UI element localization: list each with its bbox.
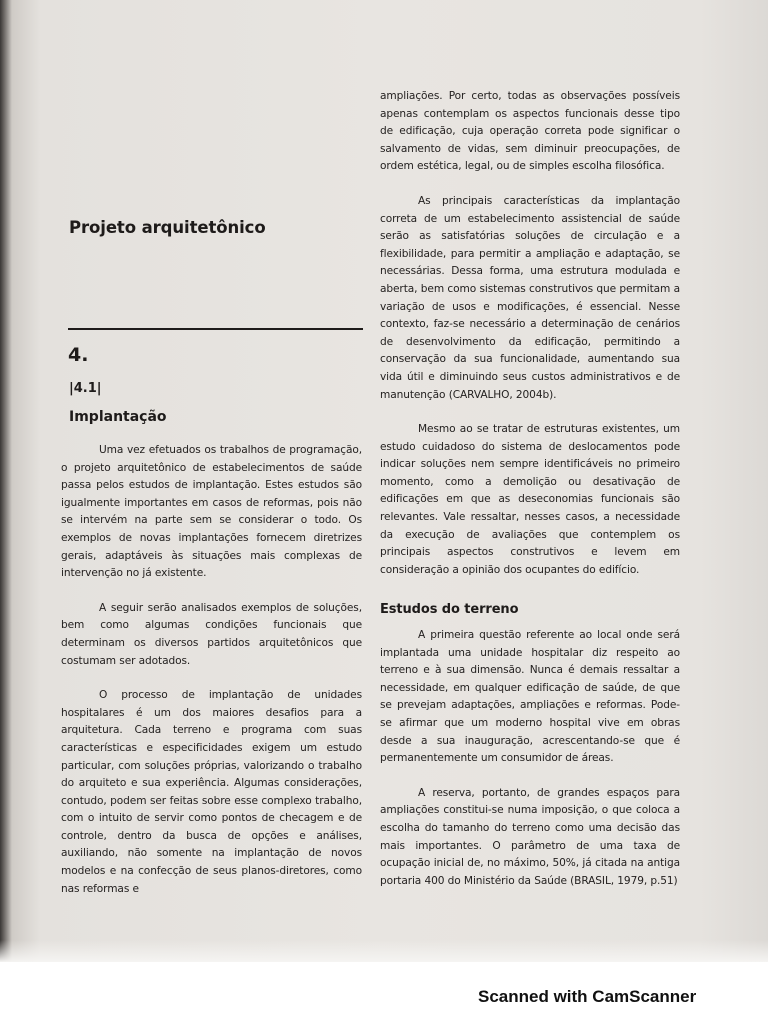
paragraph: O processo de implantação de unidades hospitalares é um dos maiores desafios para a arquitetura. Cada terreno e programa com suas características e especificidades exigem um estudo particular, com soluções próprias, valorizando o trabalho do arquiteto e sua experiência. Algumas considerações, contudo, podem ser feitas sobre esse complexo trabalho, com o intuito de servir como pontos de checagem e de controle, dentro da busca de opções e análises, auxiliando, não somente na implantação de novos modelos e na confecção de seus planos-diretores, como nas reformas e — [61, 689, 362, 895]
paragraph: Uma vez efetuados os trabalhos de programação, o projeto arquitetônico de estabelecimentos de saúde passa pelos estudos de implantação. Estes estudos são igualmente importantes em casos de reformas, pois não se intervém na parte sem se considerar o todo. Os exemplos de novas implantações fornecem diretrizes gerais, adaptáveis às situações mais complexas de intervenção no já existente. — [61, 444, 362, 580]
paragraph: A reserva, portanto, de grandes espaços para ampliações constitui-se numa imposição, o que coloca a escolha do tamanho do terreno como uma decisão das mais importantes. O parâmetro de uma taxa de ocupação inicial de, no máximo, 50%, já citada na antiga portaria 400 do Ministério da Saúde (BRASIL, 1979, p.51) — [380, 786, 680, 887]
paragraph: ampliações. Por certo, todas as observações possíveis apenas contemplam os aspectos funcionais desse tipo de edificação, cuja operação correta pode significar o salvamento de vidas, sem diminuir preocupações, de ordem estética, legal, ou de simples escolha filosófica. — [380, 90, 680, 173]
paragraph: Mesmo ao se tratar de estruturas existentes, um estudo cuidadoso do sistema de deslocamentos pode indicar soluções nem sempre identificáveis no primeiro momento, como a demolição ou desativação de edificações em que as deseconomias funcionais são relevantes. Vale ressaltar, nesses casos, a necessidade da execução de avaliações que contemplem os principais aspectos construtivos e levem em consideração a opinião dos ocupantes do edifício. — [380, 423, 680, 576]
section-title: Implantação — [69, 409, 167, 425]
subheading: Estudos do terreno — [380, 602, 519, 618]
left-column — [61, 442, 362, 898]
section-number: |4.1| — [69, 381, 102, 396]
page-edge — [0, 940, 768, 962]
right-column — [380, 88, 680, 890]
chapter-divider — [68, 328, 363, 330]
chapter-title: Projeto arquitetônico — [69, 218, 266, 237]
paragraph: A primeira questão referente ao local onde será implantada uma unidade hospitalar diz respeito ao terreno e à sua dimensão. Nunca é demais ressaltar a necessidade, em qualquer edificação de saúde, de que se prevejam adaptações, ampliações e reformas. Pode-se afirmar que um moderno hospital vive em obras desde a sua inauguração, acrescentando-se que é permanentemente um consumidor de áreas. — [380, 629, 680, 765]
paragraph: A seguir serão analisados exemplos de soluções, bem como algumas condições funcionais que determinam os diversos partidos arquitetônicos que costumam ser adotados. — [61, 601, 362, 667]
paragraph: As principais características da implantação correta de um estabelecimento assistencial de saúde serão as satisfatórias soluções de circulação e a flexibilidade, para permitir a ampliação e adaptação, se necessárias. Dessa forma, uma estrutura modulada e aberta, bem como sistemas construtivos que permitam a variação de usos e modificações, é essencial. Nesse contexto, faz-se necessário a determinação de cenários de desenvolvimento da edificação, permitindo a conservação da sua funcionalidade, aumentando sua vida útil e diminuindo seus custos administrativos e de manutenção (CARVALHO, 2004b). — [380, 194, 680, 401]
chapter-number: 4. — [68, 344, 89, 366]
scanner-watermark: Scanned with CamScanner — [478, 987, 697, 1006]
